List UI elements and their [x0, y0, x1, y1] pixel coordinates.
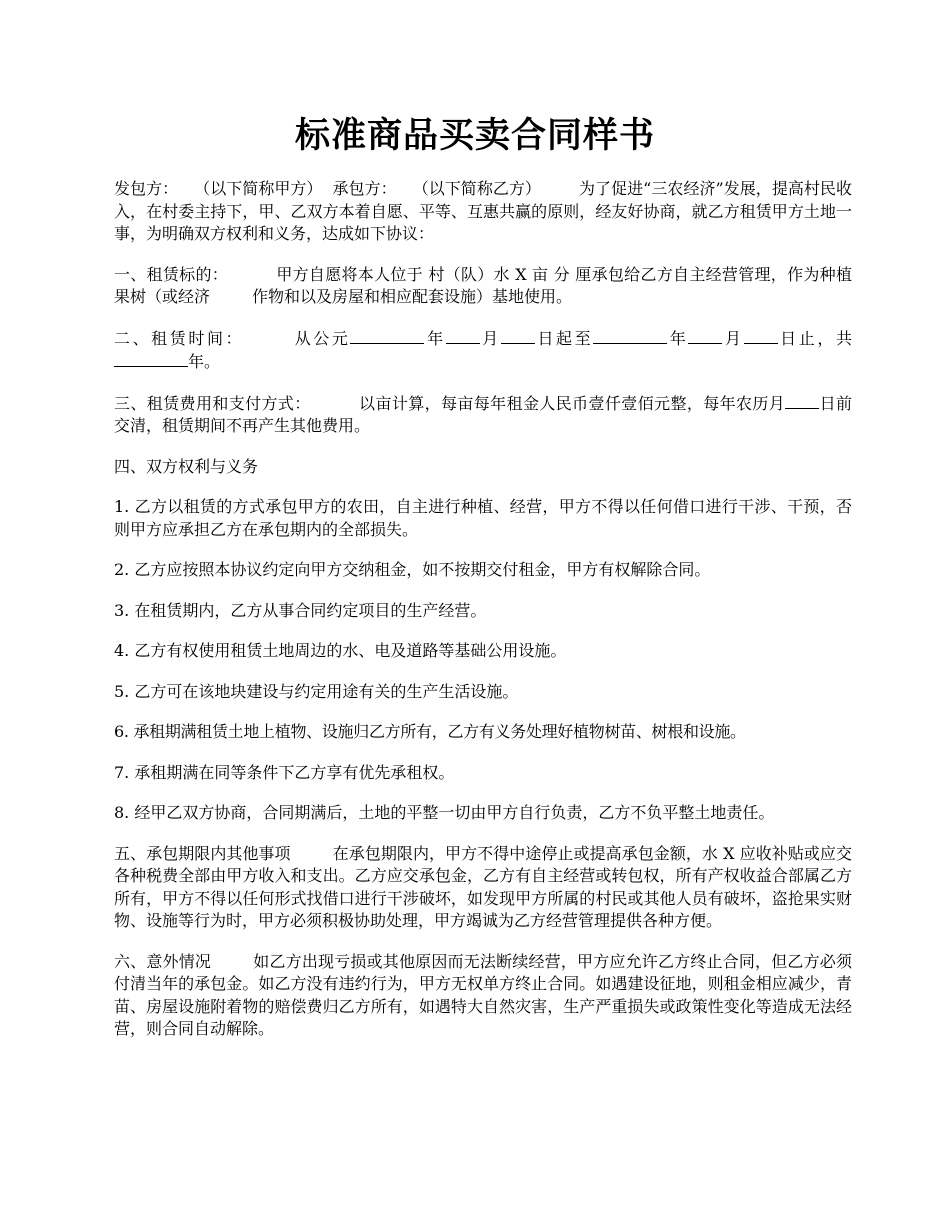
section-5 [114, 843, 852, 933]
from-label: 从公元 [292, 328, 351, 348]
section-1 [114, 264, 852, 309]
rights-item: 8. 经甲乙双方协商，合同期满后，土地的平整一切由甲方自行负责，乙方不负平整土地责任。 [114, 803, 775, 822]
rights-item: 2. 乙方应按照本协议约定向甲方交纳租金，如不按期交付租金，甲方有权解除合同。 [114, 560, 711, 579]
end-year-blank[interactable] [593, 327, 667, 344]
end-month-label: 月 [722, 328, 744, 348]
section-5-text: 在承包期限内，甲方不得中途停止或提高承包金额，水 X 应收补贴或应交各种税费全部由甲方收入和支出。乙方应交承包金，乙方有自主经营或转包权，所有产权收益合部属乙方所有，甲方不得以任何形式找借口进行干涉破坏，如发现甲方所属的村民或其他人员有破坏，盗抢果实财物、设施等行为时，甲方必须积极协助处理，甲方竭诚为乙方经营管理提供各种方便。 [114, 843, 852, 930]
rights-item: 7. 承租期满在同等条件下乙方享有优先承租权。 [114, 762, 455, 782]
section-6 [114, 951, 852, 1041]
section-1-heading: 一、租赁标的： [114, 264, 229, 284]
section-3-heading: 三、租赁费用和支付方式： [114, 393, 311, 413]
document-body [114, 178, 852, 1059]
end-day-blank[interactable] [744, 327, 778, 344]
section-6-heading: 六、意外情况 [114, 951, 212, 971]
section-6-text: 如乙方出现亏损或其他原因而无法断续经营，甲方应允许乙方终止合同，但乙方必须付清当年的承包金。如乙方没有违约行为，甲方无权单方终止合同。如遇建设征地，则租金相应减少，青苗、房屋设施附着物的赔偿费归乙方所有，如遇特大自然灾害，生产严重损失或政策性变化等造成无法经营，则合同自动解除。 [114, 951, 852, 1038]
start-year-blank[interactable] [350, 327, 424, 344]
start-month-blank[interactable] [446, 327, 480, 344]
start-day-blank[interactable] [501, 327, 535, 344]
section-3-text-b: 日前交清，租赁期间不再产生其他费用。 [114, 393, 852, 435]
party-a-label: 发包方： [114, 179, 179, 198]
total-years-blank[interactable] [114, 350, 188, 367]
section-3 [114, 392, 852, 438]
intro-text: 为了促进“三农经济”发展，提高村民收入，在村委主持下，甲、乙双方本着自愿、平等、互惠共赢的原则，经友好协商，就乙方租赁甲方土地一事，为明确双方权利和义务，达成如下协议： [114, 179, 852, 243]
document-title: 标准商品买卖合同样书 [294, 115, 655, 156]
end-month-blank[interactable] [688, 327, 722, 344]
section-2 [114, 327, 852, 374]
payment-day-blank[interactable] [785, 392, 819, 409]
party-b-note: （以下简称乙方） [412, 179, 541, 198]
end-day-label: 日止，共 [777, 328, 852, 348]
section-4-heading: 四、双方权利与义务 [114, 456, 259, 476]
section-2-heading: 二、租赁时间： [114, 328, 245, 348]
end-year-label: 年 [667, 328, 689, 348]
party-b-label: 承包方： [332, 179, 397, 198]
rights-item: 1. 乙方以租赁的方式承包甲方的农田，自主进行种植、经营，甲方不得以任何借口进行干涉、干预，否则甲方应承担乙方在承包期内的全部损失。 [114, 497, 852, 539]
intro-paragraph [114, 178, 852, 246]
party-a-note: （以下简称甲方） [194, 179, 323, 198]
section-1-text-a: 甲方自愿将本人位于 村（队）水 X 亩 分 厘承包给乙方自主经营管理，作为种植果树（或经济 [114, 264, 852, 306]
rights-item: 4. 乙方有权使用租赁土地周边的水、电及道路等基础公用设施。 [114, 641, 567, 660]
rights-item: 6. 承租期满租赁土地上植物、设施归乙方所有，乙方有义务处理好植物树苗、树根和设施。 [114, 722, 746, 741]
rights-item: 5. 乙方可在该地块建设与约定用途有关的生产生活设施。 [114, 681, 519, 701]
rights-item: 3. 在租赁期内，乙方从事合同约定项目的生产经营。 [114, 600, 487, 620]
start-year-label: 年 [424, 328, 446, 348]
section-3-text-a: 以亩计算，每亩每年租金人民币壹仟壹佰元整，每年农历月 [358, 393, 786, 413]
start-month-label: 月 [479, 328, 501, 348]
section-1-text-b: 作物和以及房屋和相应配套设施）基地使用。 [252, 287, 573, 306]
total-years-label: 年。 [188, 352, 221, 371]
section-5-heading: 五、承包期限内其他事项 [114, 843, 291, 863]
start-day-label: 日起至 [534, 328, 594, 348]
